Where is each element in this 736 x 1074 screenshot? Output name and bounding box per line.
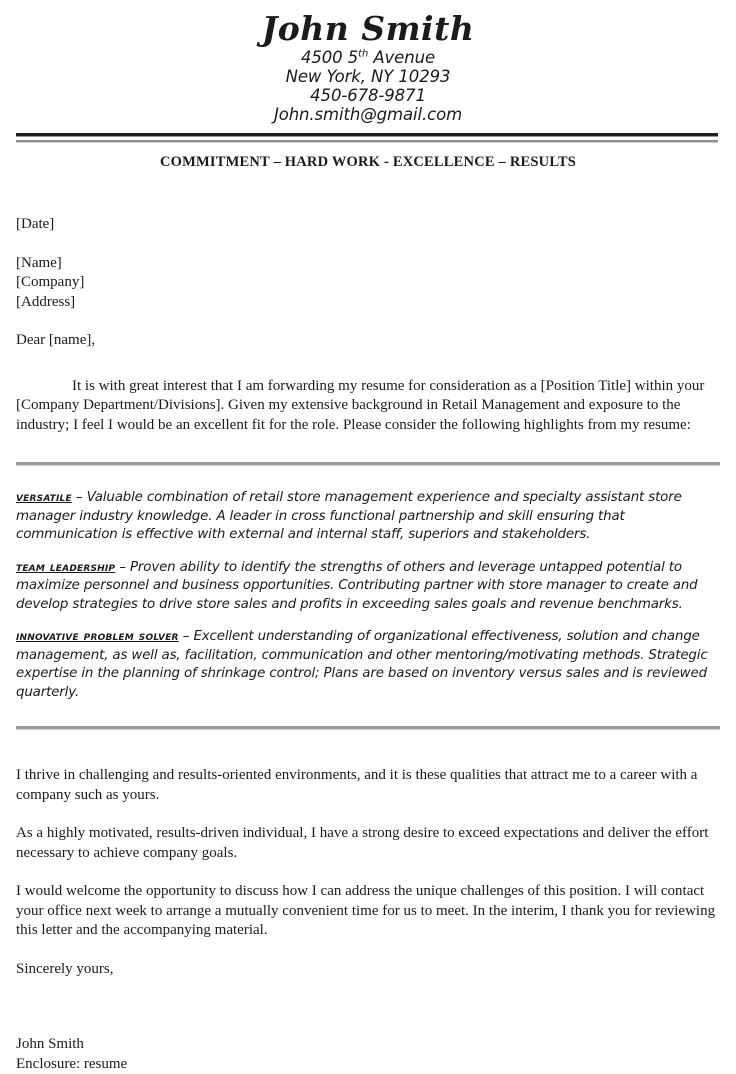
highlights-divider-top [16,462,720,466]
signature-block [16,1035,720,1074]
closing-paragraph-3: I would welcome the opportunity to discuss how I can address the unique challenges of this position. I will contact your office next week to arrange a mutually convenient time for us to meet. In the interim, I thank you for reviewing this letter and the accompanying material. [16,882,720,941]
highlights-divider-bottom [16,726,720,730]
highlight-title: versatile [16,490,72,505]
letterhead-rule-light [16,140,718,143]
highlight-title: team leadership [16,560,115,575]
highlight-item [16,489,720,545]
date-field[interactable]: [Date] [16,215,720,235]
closing-section [16,766,720,1074]
highlight-item [16,559,720,615]
letterhead-rule-heavy [16,133,718,137]
letterhead-rule-stack [16,133,718,143]
intro-paragraph [16,377,720,436]
highlight-text: Valuable combination of retail store management experience and specialty assistant store manager industry knowledge. A leader in cross functional partnership and skill ensuring that communication is effective with external and internal staff, superiors and stakeholders. [16,490,682,542]
highlight-item [16,628,720,702]
highlight-text: Proven ability to identify the strengths of others and leverage untapped potential to maximize personnel and business opportunities. Contributing partner with store manager to create and develop strategies to drive store sales and profits in exceeding sales goals and revenue benchmarks. [16,560,698,612]
city-state-zip: New York, NY 10293 [16,67,720,86]
closing-paragraph-2: As a highly motivated, results-driven individual, I have a strong desire to exceed expectations and deliver the effort necessary to achieve company goals. [16,824,720,863]
enclosure-note: Enclosure: resume [16,1055,720,1074]
street-address: 4500 5 [301,48,358,67]
letter-body [16,215,720,435]
intro-paragraph-text: It is with great interest that I am forwarding my resume for consideration as a [Position Title] within your [Company Department/Divisions]. Given my extensive background in Retail Management and exposure to the industry; I feel I would be an excellent fit for the role. Please consider the following highlights from my resume: [16,378,704,433]
street-type: Avenue [368,48,435,67]
street-ordinal-suffix: th [358,49,368,60]
highlight-dash: – [179,629,194,644]
candidate-name: John Smith [16,10,720,48]
tagline: COMMITMENT – HARD WORK - EXCELLENCE – RESULTS [16,154,720,171]
addressee-block [16,254,720,313]
highlight-text: Excellent understanding of organizational effectiveness, solution and change management, as well as, facilitation, communication and other mentoring/motivating methods. Strategic expertise in the planning of shrinkage control; Plans are based on inventory versus sales and is reviewed quarterly. [16,629,708,700]
recipient-company[interactable]: [Company] [16,273,720,293]
sign-off: Sincerely yours, [16,960,720,980]
letterhead [16,0,720,124]
phone-number[interactable]: 450-678-9871 [16,86,720,105]
highlights-section [16,489,720,702]
highlight-dash: – [72,490,87,505]
highlight-dash: – [115,560,130,575]
closing-paragraph-1: I thrive in challenging and results-oriented environments, and it is these qualities that attract me to a career with a company such as yours. [16,766,720,805]
signer-name: John Smith [16,1035,720,1055]
email-address[interactable]: John.smith@gmail.com [16,105,720,124]
recipient-address[interactable]: [Address] [16,293,720,313]
salutation[interactable]: Dear [name], [16,331,720,351]
highlight-title: innovative problem solver [16,629,179,644]
street-address-line [16,48,720,67]
recipient-name[interactable]: [Name] [16,254,720,274]
